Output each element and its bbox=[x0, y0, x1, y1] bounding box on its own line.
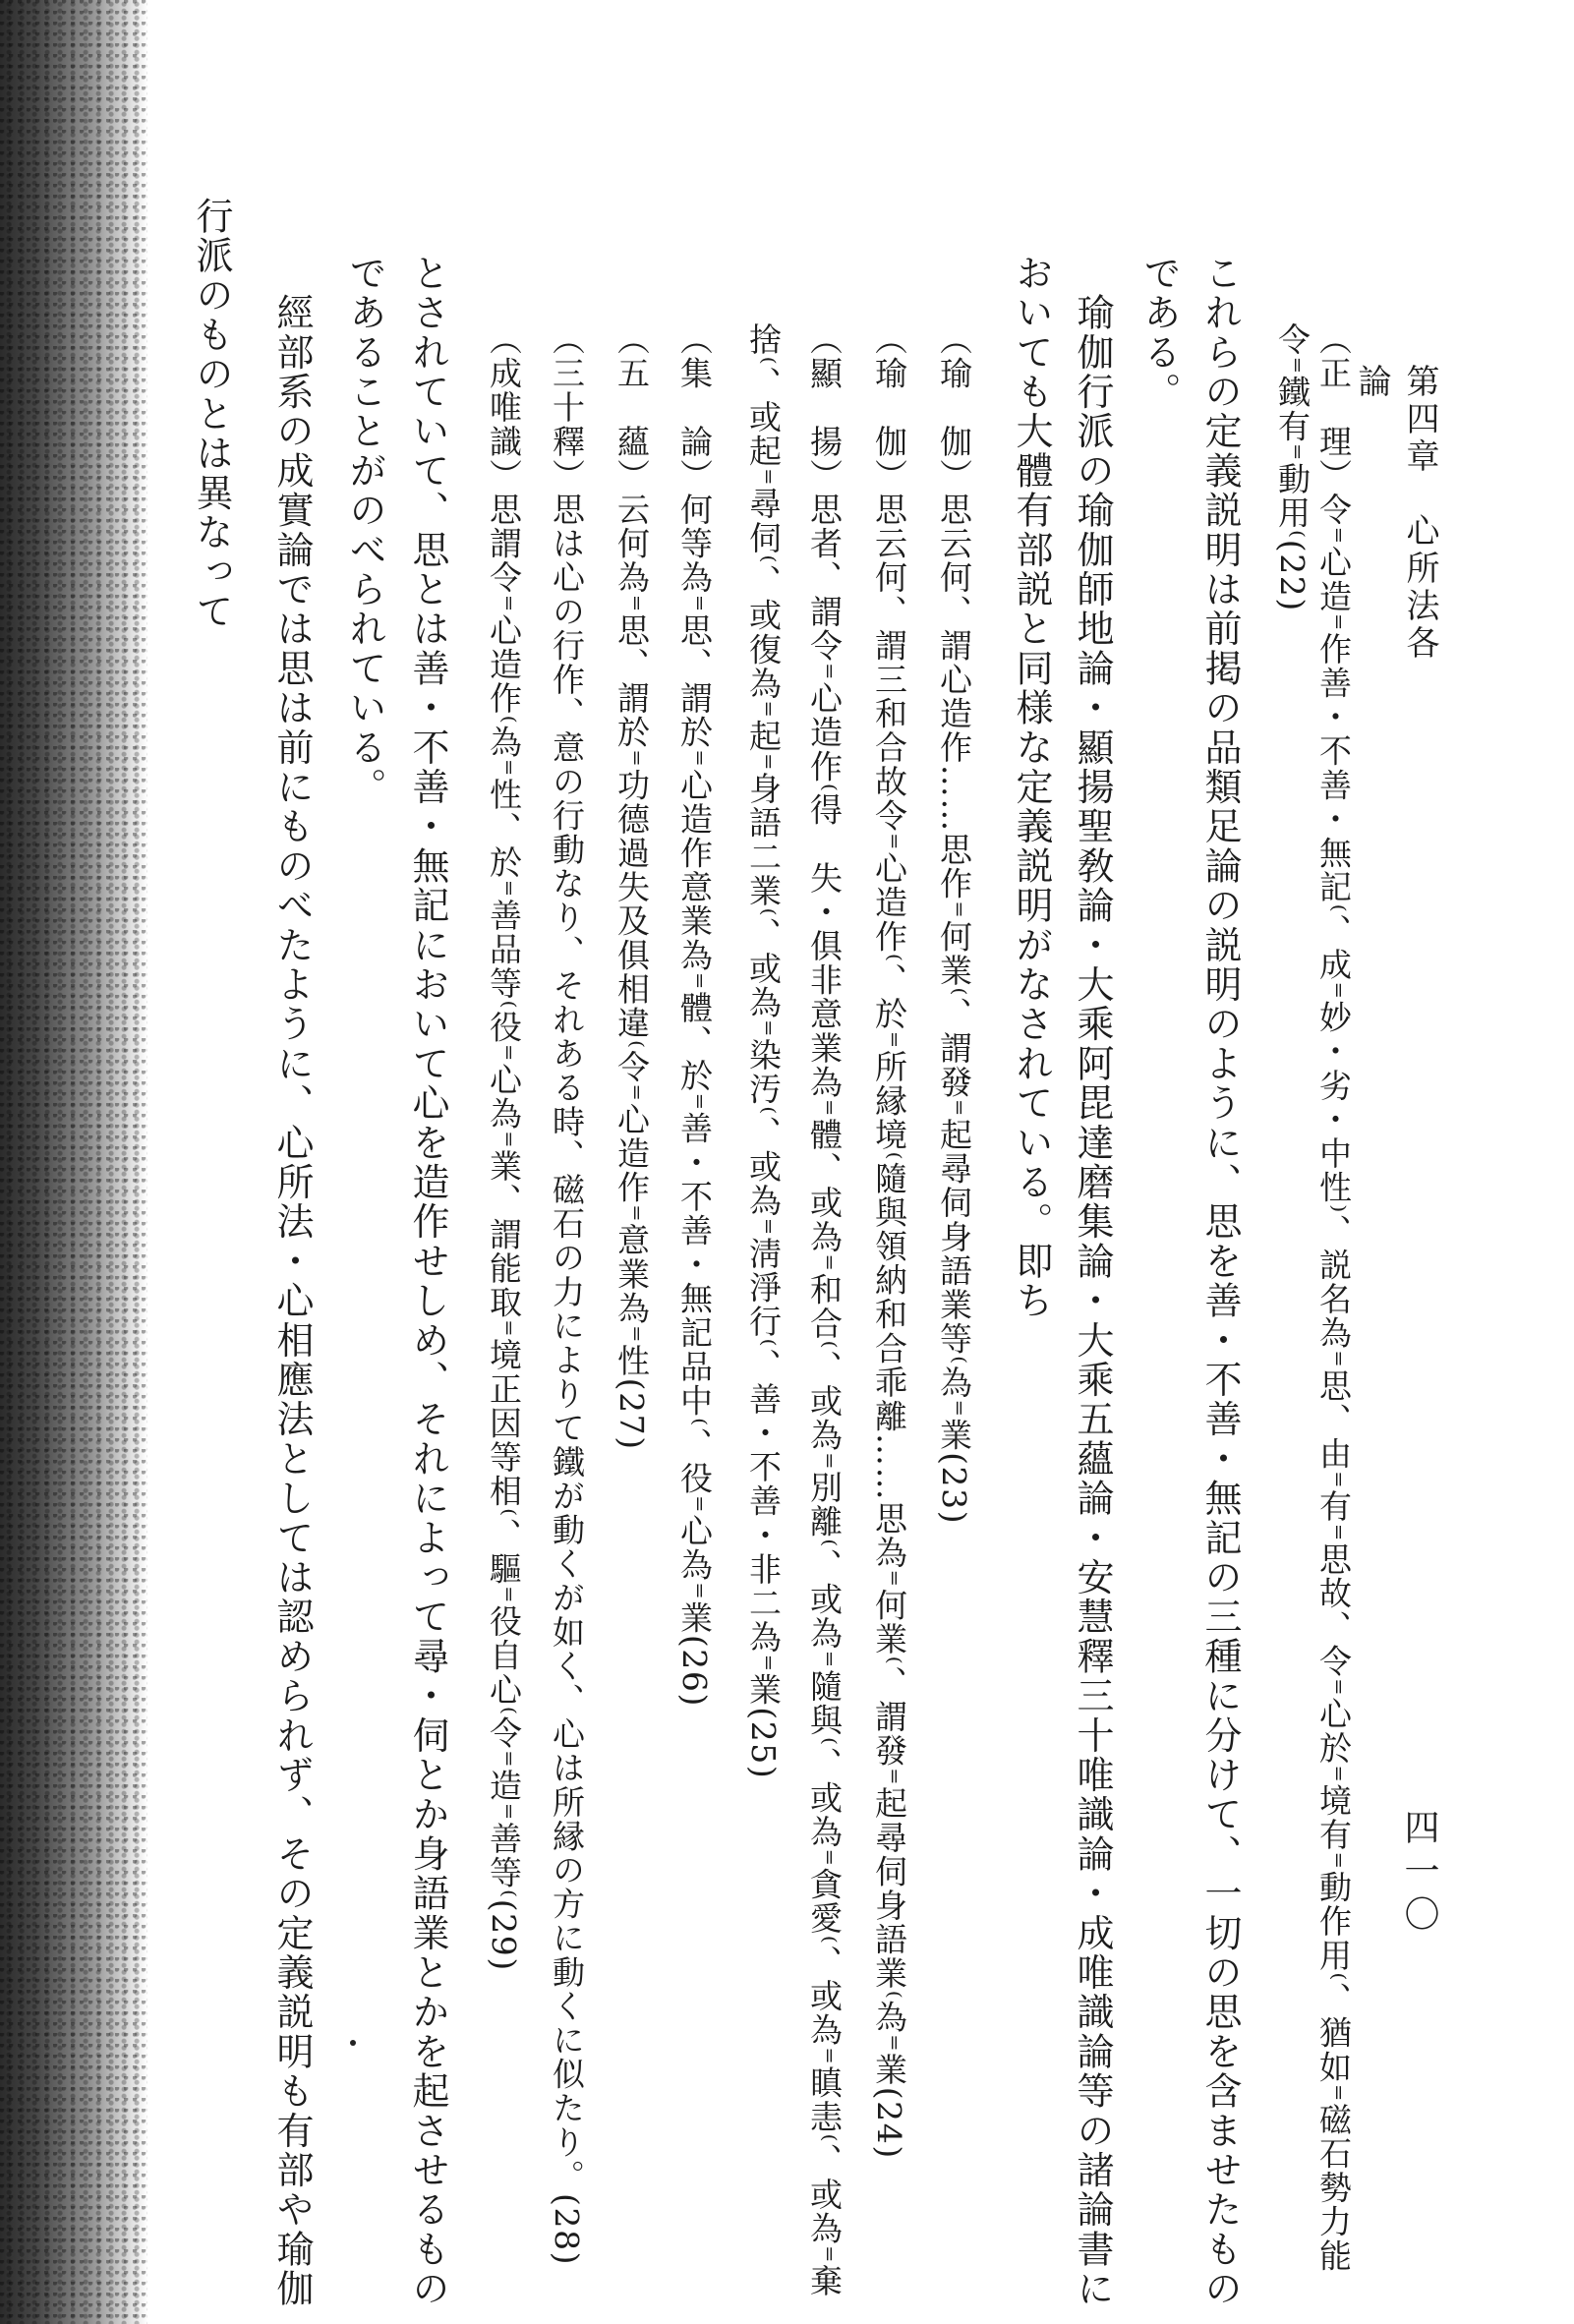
chapter-heading: 第四章 心所法各論 bbox=[1352, 364, 1439, 663]
stray-dot bbox=[350, 2040, 356, 2046]
quote-xianyang-cont: 捨⁽、或起⁼尋伺⁽、或復為⁼起⁼身語二業⁽、或為⁼染汚⁽、或為⁼淸淨行⁽、善・不善・非二為⁼業(25) bbox=[744, 322, 783, 1780]
scanned-page-edge bbox=[0, 0, 147, 2324]
quote-wuyun: （五 蘊）云何為⁼思、謂於⁼功德過失及俱相違⁽令⁼心造作⁼意業為⁼性(27) bbox=[612, 322, 651, 1451]
quote-jilun: （集 論）何等為⁼思、謂於⁼心造作意業為⁼體、於⁼善・不善・無記品中⁽、役⁼心為⁼業(26) bbox=[675, 322, 714, 1708]
paragraph-line: であることがのべられている。 bbox=[343, 254, 386, 807]
quote-zhengli-cont: 令⁼鐵有⁼動用⁽(22) bbox=[1273, 322, 1312, 612]
paragraph-line: おいても大體有部説と同様な定義説明がなされている。即ち bbox=[1010, 254, 1053, 1321]
paragraph-line: 行派のものとは異なって bbox=[190, 197, 233, 632]
page-number: 四一〇 bbox=[1399, 1809, 1439, 1939]
quote-chengweishi: （成唯識）思謂令⁼心造作⁽為⁼性、於⁼善品等⁽役⁼心為⁼業、謂能取⁼境正因等相⁽、驅⁼役自心⁽令⁼造⁼善等⁽(29) bbox=[485, 322, 523, 1972]
paragraph-line: とされていて、思とは善・不善・無記において心を造作せしめ、それによって尋・伺とか身語業とかを起させるもの bbox=[406, 254, 449, 2309]
paragraph-line: これらの定義説明は前掲の品類足論の説明のように、思を善・不善・無記の三種に分けて、一切の思を含ませたもの bbox=[1198, 254, 1242, 2309]
paragraph-line: 瑜伽行派の瑜伽師地論・顯揚聖敎論・大乘阿毘達磨集論・大乘五蘊論・安慧釋三十唯識論・成唯識論等の諸論書に bbox=[1071, 254, 1114, 2309]
quote-yuqie-1: （瑜 伽）思云何、謂心造作……思作⁼何業⁽、謂發⁼起尋伺身語業等⁽為⁼業(23) bbox=[935, 322, 973, 1526]
paragraph-line: 經部系の成實論では思は前にものべたように、心所法・心相應法としては認められず、その定義説明も有部や瑜伽 bbox=[270, 254, 314, 2309]
quote-xianyang: （顯 揚）思者、謂令⁼心造作⁽得 失・俱非意業為⁼體、或為⁼和合⁽、或為⁼別離⁽、或為⁼隨與⁽、或為⁼貪愛⁽、或為⁼瞋恚⁽、或為⁼棄 bbox=[805, 322, 844, 2298]
quote-yuqie-2: （瑜 伽）思云何、謂三和合故令⁼心造作⁽、於⁼所縁境⁽隨與領納和合乖離……思為⁼何業⁽、謂發⁼起尋伺身語業⁽為⁼業(24) bbox=[870, 322, 908, 2160]
quote-sanshishi: （三十釋）思は心の行作、意の行動なり、それある時、磁石の力によりて鐵が動くが如く、心は所縁の方に動くに似たり。(28) bbox=[548, 322, 586, 2267]
quote-zhengli: （正 理）令⁼心造⁼作善・不善・無記⁽、成⁼妙・劣・中性⁾、説名為⁼思、由⁼有⁼思故、令⁼心於⁼境有⁼動作用⁽、猶如⁼磁石勢力能 bbox=[1314, 322, 1353, 2273]
paragraph-line: である。 bbox=[1137, 254, 1181, 412]
